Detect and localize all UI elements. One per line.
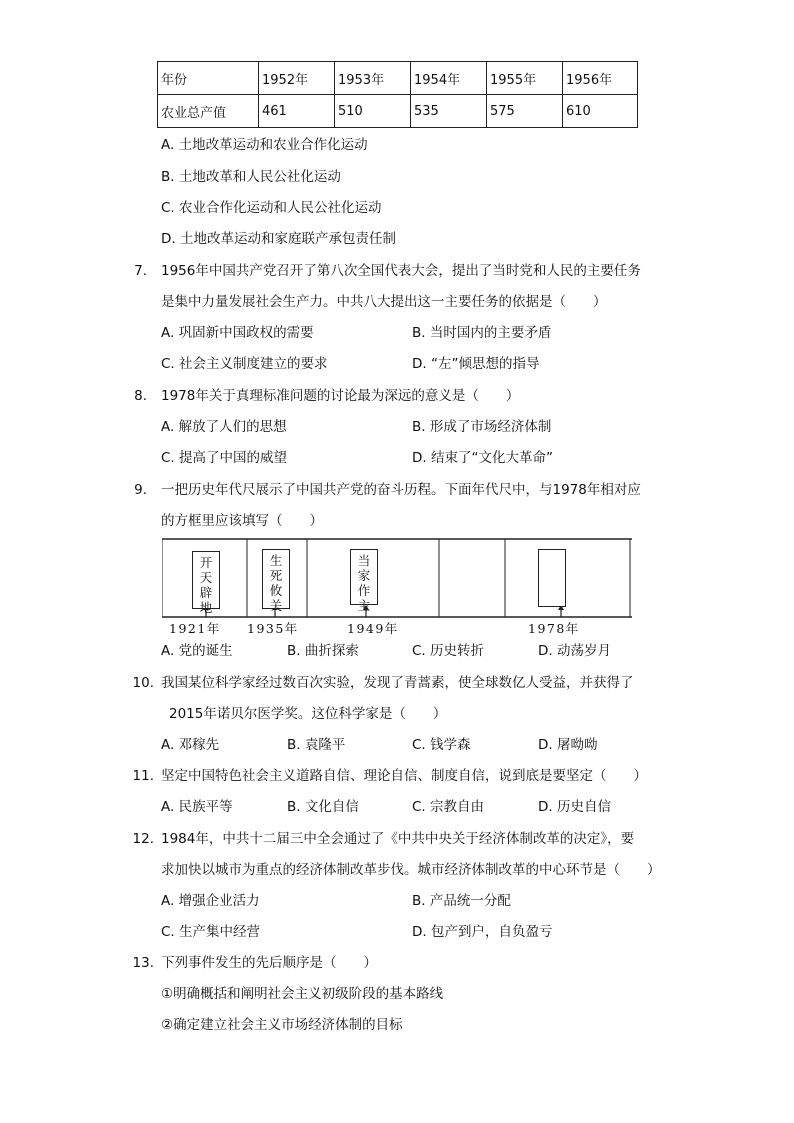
q12-stem-line2: 求加快以城市为重点的经济体制改革步伐。城市经济体制改革的中心环节是（ ） — [161, 862, 661, 878]
box-char: 开 — [199, 555, 213, 570]
box-char: 关 — [269, 598, 283, 613]
table-cell: 610 — [563, 95, 638, 128]
q11-option-b: B. 文化自信 — [287, 799, 359, 815]
box-char: 主 — [357, 598, 371, 613]
q9-option-d: D. 动荡岁月 — [538, 643, 611, 659]
q10-option-c: C. 钱学森 — [412, 737, 471, 753]
q12-option-a: A. 增强企业活力 — [161, 893, 260, 909]
question-number: 11. — [132, 768, 154, 784]
q11-option-a: A. 民族平等 — [161, 799, 233, 815]
table-cell: 1952年 — [259, 62, 335, 95]
q9-option-b: B. 曲折探索 — [287, 643, 359, 659]
q7-option-b: B. 当时国内的主要矛盾 — [412, 325, 552, 341]
timeline-year-label: 1949年 — [347, 621, 399, 636]
q9-option-c: C. 历史转折 — [412, 643, 485, 659]
box-char: 作 — [357, 583, 371, 598]
q10-stem-line1: 我国某位科学家经过数百次实验，发现了青蒿素，使全球数亿人受益，并获得了 — [161, 675, 634, 691]
q12-stem-line1: 1984年，中共十二届三中全会通过了《中共中央关于经济体制改革的决定》，要 — [161, 831, 635, 847]
q7-option-d: D. “左”倾思想的指导 — [412, 356, 540, 372]
q12-option-d: D. 包产到户，自负盈亏 — [412, 924, 553, 940]
table-cell: 461 — [259, 95, 335, 128]
q13-item-2: ②确定建立社会主义市场经济体制的目标 — [161, 1017, 403, 1033]
q8-stem: 1978年关于真理标准问题的讨论最为深远的意义是（ ） — [161, 388, 520, 404]
question-number: 7. — [134, 263, 147, 279]
q11-stem: 坚定中国特色社会主义道路自信、理论自信、制度自信，说到底是要坚定（ ） — [161, 768, 647, 784]
table-row — [158, 95, 638, 128]
box-char: 攸 — [269, 583, 283, 598]
timeline-year-label: 1935年 — [247, 621, 299, 636]
q9-stem-line2: 的方框里应该填写（ ） — [161, 513, 323, 529]
q7-option-c: C. 社会主义制度建立的要求 — [161, 356, 328, 372]
q8-option-a: A. 解放了人们的思想 — [161, 419, 287, 435]
q10-option-d: D. 屠呦呦 — [538, 737, 598, 753]
timeline-year-label: 1921年 — [169, 621, 221, 636]
q12-option-c: C. 生产集中经营 — [161, 924, 261, 940]
q10-stem-line2: 2015年诺贝尔医学奖。这位科学家是（ ） — [169, 706, 447, 722]
table-cell: 575 — [487, 95, 563, 128]
table-cell: 1953年 — [335, 62, 411, 95]
table-cell: 1955年 — [487, 62, 563, 95]
table-cell: 农业总产值 — [158, 95, 259, 128]
q9-stem-line1: 一把历史年代尺展示了中国共产党的奋斗历程。下面年代尺中，与1978年相对应 — [161, 482, 641, 498]
table-header-row — [158, 62, 638, 95]
q8-option-b: B. 形成了市场经济体制 — [412, 419, 552, 435]
q10-option-b: B. 袁隆平 — [287, 737, 346, 753]
timeline-box-1949 — [350, 549, 378, 613]
q7-option-a: A. 巩固新中国政权的需要 — [161, 325, 314, 341]
q12-option-b: B. 产品统一分配 — [412, 893, 511, 909]
question-number: 10. — [132, 675, 154, 691]
box-char: 天 — [199, 570, 213, 585]
table-cell: 510 — [335, 95, 411, 128]
q7-stem-line2: 是集中力量发展社会生产力。中共八大提出这一主要任务的依据是（ ） — [161, 294, 607, 310]
q6-option-b: B. 土地改革和人民公社化运动 — [161, 169, 341, 185]
q6-option-c: C. 农业合作化运动和人民公社化运动 — [161, 200, 382, 216]
history-timeline-figure — [162, 535, 632, 635]
table-cell: 1954年 — [411, 62, 487, 95]
question-number: 8. — [134, 388, 147, 404]
box-char: 地 — [199, 600, 213, 615]
question-number: 12. — [132, 831, 154, 847]
q13-item-1: ①明确概括和阐明社会主义初级阶段的基本路线 — [161, 986, 444, 1002]
table-cell: 1956年 — [563, 62, 638, 95]
q8-option-c: C. 提高了中国的威望 — [161, 450, 288, 466]
q11-option-d: D. 历史自信 — [538, 799, 611, 815]
timeline-box-1978-blank — [538, 549, 566, 607]
q13-stem: 下列事件发生的先后顺序是（ ） — [161, 955, 377, 971]
question-number: 13. — [132, 955, 154, 971]
box-char: 死 — [269, 568, 283, 583]
timeline-box-1921 — [192, 551, 220, 615]
q9-option-a: A. 党的诞生 — [161, 643, 233, 659]
q8-option-d: D. 结束了“文化大革命” — [412, 450, 553, 466]
question-number: 9. — [134, 482, 147, 498]
q6-option-d: D. 土地改革运动和家庭联产承包责任制 — [161, 231, 396, 247]
q11-option-c: C. 宗教自由 — [412, 799, 485, 815]
box-char: 家 — [357, 568, 371, 583]
box-char: 辟 — [199, 585, 213, 600]
box-char: 生 — [269, 553, 283, 568]
agricultural-output-table — [157, 61, 638, 128]
q6-option-a: A. 土地改革运动和农业合作化运动 — [161, 137, 368, 153]
q10-option-a: A. 邓稼先 — [161, 737, 220, 753]
timeline-year-label: 1978年 — [528, 621, 580, 636]
table-cell: 535 — [411, 95, 487, 128]
q7-stem-line1: 1956年中国共产党召开了第八次全国代表大会，提出了当时党和人民的主要任务 — [161, 263, 641, 279]
table-cell: 年份 — [158, 62, 259, 95]
box-char: 当 — [357, 553, 371, 568]
timeline-box-1935 — [262, 549, 290, 613]
